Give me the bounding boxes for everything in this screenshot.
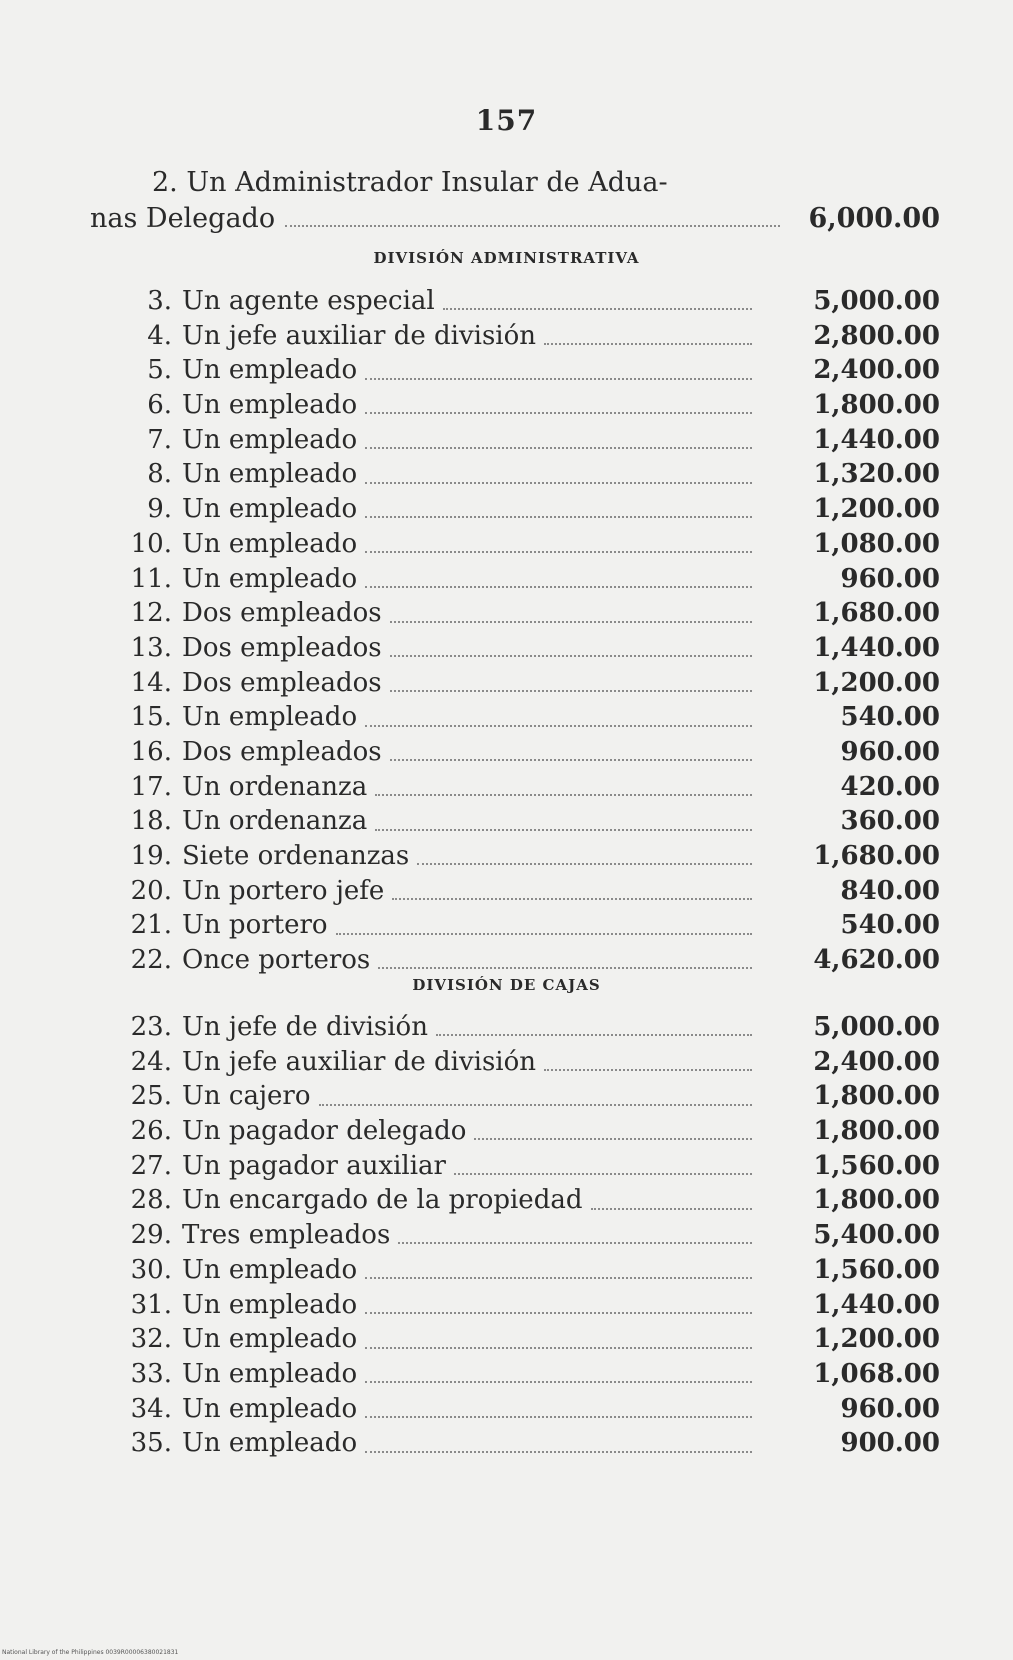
- list-item: [0, 631, 940, 666]
- item-label: Un empleado: [182, 424, 358, 455]
- entry-amount: 6,000.00: [808, 203, 940, 234]
- list-division-administrativa: [0, 284, 940, 978]
- item-amount: 1,200.00: [813, 667, 940, 698]
- item-label: Un empleado: [182, 1324, 358, 1355]
- dot-leader: [365, 1277, 752, 1279]
- list-item: [0, 770, 940, 805]
- list-item: [0, 596, 940, 631]
- item-number: 35.: [130, 1428, 172, 1459]
- item-number: 26.: [130, 1116, 172, 1147]
- dot-leader: [544, 343, 752, 345]
- item-label: Un pagador auxiliar: [182, 1150, 446, 1181]
- list-item: [0, 1045, 940, 1080]
- item-amount: 540.00: [840, 702, 940, 733]
- item-number: 4.: [147, 320, 172, 351]
- list-item: [0, 666, 940, 701]
- list-item: [0, 1288, 940, 1323]
- dot-leader: [375, 794, 752, 796]
- item-amount: 1,320.00: [813, 459, 940, 490]
- item-number: 13.: [130, 632, 172, 663]
- list-item: [0, 1392, 940, 1427]
- item-amount: 2,400.00: [813, 1046, 940, 1077]
- dot-leader: [365, 1312, 752, 1314]
- page-number: 157: [475, 104, 538, 137]
- list-item: [0, 1149, 940, 1184]
- list-item: [0, 1357, 940, 1392]
- item-amount: 840.00: [840, 875, 940, 906]
- item-amount: 540.00: [840, 910, 940, 941]
- item-amount: 1,680.00: [813, 598, 940, 629]
- entry-line-1: 2. Un Administrador Insular de Adua-: [152, 167, 668, 198]
- item-number: 29.: [130, 1220, 172, 1251]
- footer-note: National Library of the Philippines 0039R00006380021831: [2, 1649, 179, 1656]
- list-item: [0, 492, 940, 527]
- item-label: Un empleado: [182, 563, 358, 594]
- dot-leader: [375, 829, 752, 831]
- item-amount: 1,680.00: [813, 841, 940, 871]
- list-item: [0, 804, 940, 839]
- item-label: Tres empleados: [182, 1220, 391, 1251]
- item-amount: 960.00: [840, 736, 940, 767]
- item-label: Un encargado de la propiedad: [182, 1185, 583, 1216]
- item-number: 19.: [130, 841, 172, 871]
- list-item: [0, 700, 940, 735]
- list-item: [0, 1114, 940, 1149]
- dot-leader: [378, 967, 752, 969]
- dot-leader: [398, 1242, 752, 1244]
- dot-leader: [390, 655, 752, 657]
- dot-leader: [365, 447, 752, 449]
- dot-leader: [336, 933, 752, 935]
- dot-leader: [365, 1451, 752, 1453]
- dot-leader: [443, 308, 752, 310]
- item-label: Un empleado: [182, 528, 358, 559]
- list-item: [0, 1253, 940, 1288]
- item-label: Un portero: [182, 910, 328, 941]
- entry-administrador-delegado: [90, 165, 940, 237]
- entry-line-2: [90, 201, 940, 237]
- item-amount: 4,620.00: [813, 945, 940, 976]
- item-number: 23.: [130, 1012, 172, 1042]
- item-label: Un empleado: [182, 1358, 358, 1389]
- item-number: 12.: [130, 598, 172, 629]
- item-amount: 1,560.00: [813, 1150, 940, 1181]
- item-number: 17.: [130, 771, 172, 802]
- item-amount: 5,400.00: [813, 1220, 940, 1251]
- dot-leader: [544, 1069, 752, 1071]
- section-heading-cajas: DIVISIÓN DE CAJAS: [412, 976, 601, 994]
- item-number: 22.: [130, 945, 172, 976]
- dot-leader: [365, 551, 752, 553]
- dot-leader: [474, 1138, 752, 1140]
- dot-leader: [365, 378, 752, 380]
- item-amount: 960.00: [840, 563, 940, 594]
- section-heading-administrativa: DIVISIÓN ADMINISTRATIVA: [373, 249, 640, 267]
- list-item: [0, 562, 940, 597]
- dot-leader: [390, 759, 752, 761]
- item-amount: 5,000.00: [813, 1012, 940, 1042]
- list-item: [0, 1322, 940, 1357]
- list-item: [0, 353, 940, 388]
- dot-leader: [390, 690, 752, 692]
- dot-leader: [365, 516, 752, 518]
- dot-leader: [417, 863, 752, 865]
- item-amount: 1,200.00: [813, 494, 940, 525]
- dot-leader: [392, 898, 752, 900]
- item-number: 28.: [130, 1185, 172, 1216]
- item-number: 34.: [130, 1393, 172, 1424]
- item-amount: 1,200.00: [813, 1324, 940, 1355]
- item-number: 10.: [130, 528, 172, 559]
- item-label: Dos empleados: [182, 667, 382, 698]
- dot-leader: [365, 1416, 752, 1418]
- item-label: Un empleado: [182, 702, 358, 733]
- item-amount: 1,800.00: [813, 1116, 940, 1147]
- dot-leader: [285, 201, 780, 227]
- item-label: Dos empleados: [182, 736, 382, 767]
- item-number: 21.: [130, 910, 172, 941]
- item-label: Un pagador delegado: [182, 1116, 467, 1147]
- dot-leader: [365, 412, 752, 414]
- dot-leader: [365, 586, 752, 588]
- list-item: [0, 1218, 940, 1253]
- item-amount: 1,800.00: [813, 1081, 940, 1112]
- item-amount: 2,400.00: [813, 355, 940, 386]
- item-amount: 1,440.00: [813, 424, 940, 455]
- item-amount: 420.00: [840, 771, 940, 802]
- list-item: [0, 1079, 940, 1114]
- item-amount: 360.00: [840, 806, 940, 837]
- item-number: 20.: [130, 875, 172, 906]
- item-number: 9.: [147, 494, 172, 525]
- item-amount: 1,800.00: [813, 390, 940, 421]
- item-label: Siete ordenanzas: [182, 841, 410, 871]
- dot-leader: [365, 1347, 752, 1349]
- item-number: 8.: [147, 459, 172, 490]
- item-amount: 2,800.00: [813, 320, 940, 351]
- list-item: [0, 735, 940, 770]
- dot-leader: [454, 1173, 752, 1175]
- item-number: 15.: [130, 702, 172, 733]
- item-label: Un empleado: [182, 355, 358, 386]
- item-label: Un portero jefe: [182, 875, 385, 906]
- item-label: Un ordenanza: [182, 771, 368, 802]
- item-amount: 1,560.00: [813, 1254, 940, 1285]
- item-number: 11.: [130, 563, 172, 594]
- item-label: Un agente especial: [182, 286, 435, 316]
- item-number: 7.: [147, 424, 172, 455]
- item-number: 24.: [130, 1046, 172, 1077]
- item-number: 6.: [147, 390, 172, 421]
- item-number: 14.: [130, 667, 172, 698]
- item-label: Un empleado: [182, 390, 358, 421]
- item-number: 32.: [130, 1324, 172, 1355]
- item-number: 27.: [130, 1150, 172, 1181]
- dot-leader: [390, 621, 752, 623]
- item-label: Un cajero: [182, 1081, 311, 1112]
- dot-leader: [319, 1104, 752, 1106]
- item-number: 18.: [130, 806, 172, 837]
- list-item: [0, 319, 940, 354]
- dot-leader: [365, 725, 752, 727]
- item-label: Un jefe de división: [182, 1012, 428, 1042]
- item-amount: 5,000.00: [813, 286, 940, 316]
- item-label: Dos empleados: [182, 598, 382, 629]
- dot-leader: [436, 1034, 752, 1036]
- item-label: Un empleado: [182, 1428, 358, 1459]
- item-amount: 1,080.00: [813, 528, 940, 559]
- item-label: Un jefe auxiliar de división: [182, 320, 537, 351]
- item-label: Un empleado: [182, 1393, 358, 1424]
- item-number: 3.: [147, 286, 172, 316]
- dot-leader: [365, 482, 752, 484]
- item-label: Un empleado: [182, 459, 358, 490]
- item-amount: 1,800.00: [813, 1185, 940, 1216]
- item-label: Un ordenanza: [182, 806, 368, 837]
- item-label: Un empleado: [182, 494, 358, 525]
- list-item: [0, 1183, 940, 1218]
- list-item: [0, 874, 940, 909]
- item-number: 5.: [147, 355, 172, 386]
- item-label: Once porteros: [182, 945, 371, 976]
- dot-leader: [365, 1381, 752, 1383]
- item-number: 30.: [130, 1254, 172, 1285]
- list-item: [0, 839, 940, 874]
- dot-leader: [591, 1208, 753, 1210]
- list-division-cajas: [0, 1010, 940, 1461]
- item-amount: 900.00: [840, 1428, 940, 1459]
- item-amount: 960.00: [840, 1393, 940, 1424]
- item-label: Un empleado: [182, 1254, 358, 1285]
- item-label: Un jefe auxiliar de división: [182, 1046, 537, 1077]
- item-number: 31.: [130, 1289, 172, 1320]
- item-label: Un empleado: [182, 1289, 358, 1320]
- item-amount: 1,440.00: [813, 632, 940, 663]
- item-number: 25.: [130, 1081, 172, 1112]
- item-amount: 1,068.00: [813, 1358, 940, 1389]
- list-item: [0, 388, 940, 423]
- list-item: [0, 457, 940, 492]
- list-item: [0, 908, 940, 943]
- list-item: [0, 284, 940, 319]
- item-number: 16.: [130, 736, 172, 767]
- list-item: [0, 423, 940, 458]
- entry-label: nas Delegado: [90, 203, 276, 234]
- item-number: 33.: [130, 1358, 172, 1389]
- item-amount: 1,440.00: [813, 1289, 940, 1320]
- list-item: [0, 1010, 940, 1045]
- item-label: Dos empleados: [182, 632, 382, 663]
- list-item: [0, 527, 940, 562]
- list-item: [0, 943, 940, 978]
- list-item: [0, 1426, 940, 1461]
